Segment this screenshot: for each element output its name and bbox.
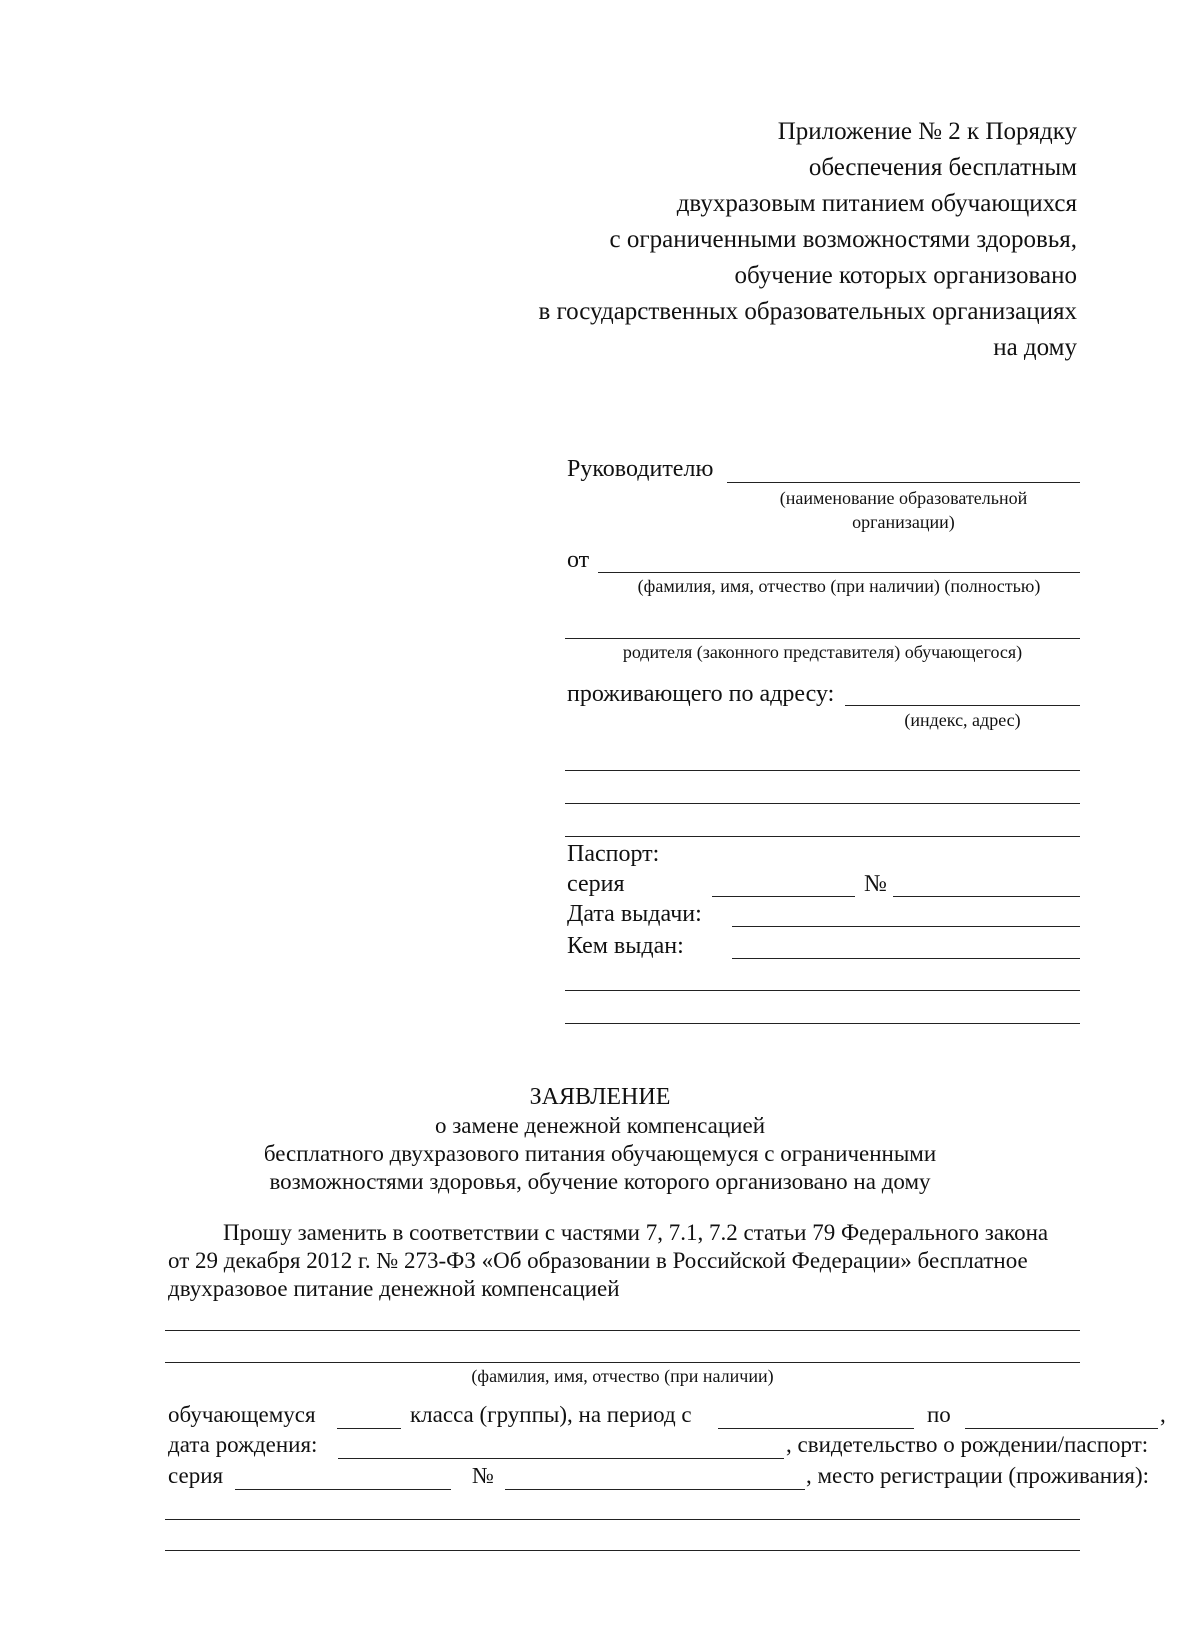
address-line-3[interactable] bbox=[565, 803, 1080, 804]
body-line-3: двухразовое питание денежной компенсацией bbox=[168, 1276, 620, 1301]
applicant-name-caption: (фамилия, имя, отчество (при наличии) (полностью) bbox=[637, 576, 1041, 596]
certificate-label: , свидетельство о рождении/паспорт: bbox=[786, 1432, 1149, 1457]
issued-by-line-2[interactable] bbox=[565, 990, 1080, 991]
org-name-caption: (наименование образовательной организации) bbox=[779, 488, 1028, 532]
address-caption: (индекс, адрес) bbox=[904, 710, 1021, 730]
address-line-2[interactable] bbox=[565, 770, 1080, 771]
class-label: класса (группы), на период с bbox=[410, 1402, 692, 1427]
issue-date-line[interactable] bbox=[732, 926, 1080, 927]
header-line-1: Приложение № 2 к Порядку bbox=[777, 118, 1077, 145]
address-line-4[interactable] bbox=[565, 836, 1080, 837]
document-title: ЗАЯВЛЕНИЕ bbox=[529, 1084, 671, 1110]
body-line-1: Прошу заменить в соответствии с частями 7, 7.1, 7.2 статьи 79 Федерального закона bbox=[223, 1220, 1049, 1245]
title-sub-1: о замене денежной компенсацией bbox=[434, 1113, 766, 1138]
class-line[interactable] bbox=[337, 1428, 401, 1429]
title-sub-3: возможностями здоровья, обучение которого организовано на дому bbox=[269, 1169, 931, 1194]
cert-number-label: № bbox=[472, 1463, 494, 1488]
student-name-line[interactable] bbox=[165, 1330, 1080, 1331]
header-line-7: на дому bbox=[993, 334, 1077, 361]
header-line-5: обучение которых организовано bbox=[734, 262, 1077, 289]
student-name-line-2[interactable] bbox=[165, 1362, 1080, 1363]
passport-series-label: серия bbox=[567, 871, 625, 897]
address-line[interactable] bbox=[845, 705, 1080, 706]
header-line-2: обеспечения бесплатным bbox=[808, 154, 1077, 181]
appendix-header bbox=[538, 114, 1077, 366]
passport-number-line[interactable] bbox=[893, 896, 1080, 897]
header-line-6: в государственных образовательных организациях bbox=[538, 298, 1077, 325]
issued-by-label: Кем выдан: bbox=[567, 933, 684, 959]
registration-line-1[interactable] bbox=[165, 1519, 1080, 1520]
header-line-4: с ограниченными возможностями здоровья, bbox=[609, 226, 1077, 253]
issue-date-label: Дата выдачи: bbox=[567, 901, 702, 927]
org-name-line[interactable] bbox=[727, 482, 1080, 483]
passport-series-line[interactable] bbox=[712, 896, 855, 897]
parent-caption: родителя (законного представителя) обучающегося) bbox=[622, 642, 1023, 662]
period-from-line[interactable] bbox=[718, 1428, 914, 1429]
passport-number-label: № bbox=[864, 871, 887, 897]
student-label: обучающемуся bbox=[168, 1402, 316, 1427]
address-label: проживающего по адресу: bbox=[567, 681, 835, 707]
header-line-3: двухразовым питанием обучающихся bbox=[676, 190, 1077, 217]
registration-label: , место регистрации (проживания): bbox=[806, 1463, 1150, 1488]
cert-series-line[interactable] bbox=[235, 1489, 451, 1490]
student-name-caption: (фамилия, имя, отчество (при наличии) bbox=[471, 1366, 774, 1386]
registration-line-2[interactable] bbox=[165, 1550, 1080, 1551]
cert-series-label: серия bbox=[168, 1463, 224, 1488]
birth-date-label: дата рождения: bbox=[168, 1432, 318, 1457]
period-comma: , bbox=[1160, 1402, 1166, 1427]
title-sub-2: бесплатного двухразового питания обучающемуся с ограниченными bbox=[263, 1141, 937, 1166]
applicant-name-line-2[interactable] bbox=[565, 638, 1080, 639]
applicant-name-line[interactable] bbox=[598, 572, 1080, 573]
body-line-2: от 29 декабря 2012 г. № 273-ФЗ «Об образовании в Российской Федерации» бесплатное bbox=[168, 1248, 1028, 1273]
from-label: от bbox=[567, 547, 590, 573]
issued-by-line[interactable] bbox=[732, 958, 1080, 959]
cert-number-line[interactable] bbox=[505, 1489, 805, 1490]
issued-by-line-3[interactable] bbox=[565, 1023, 1080, 1024]
passport-label: Паспорт: bbox=[567, 841, 660, 867]
to-head-label: Руководителю bbox=[567, 456, 714, 482]
period-to-line[interactable] bbox=[965, 1428, 1158, 1429]
birth-date-line[interactable] bbox=[338, 1458, 784, 1459]
period-to-label: по bbox=[927, 1402, 951, 1427]
